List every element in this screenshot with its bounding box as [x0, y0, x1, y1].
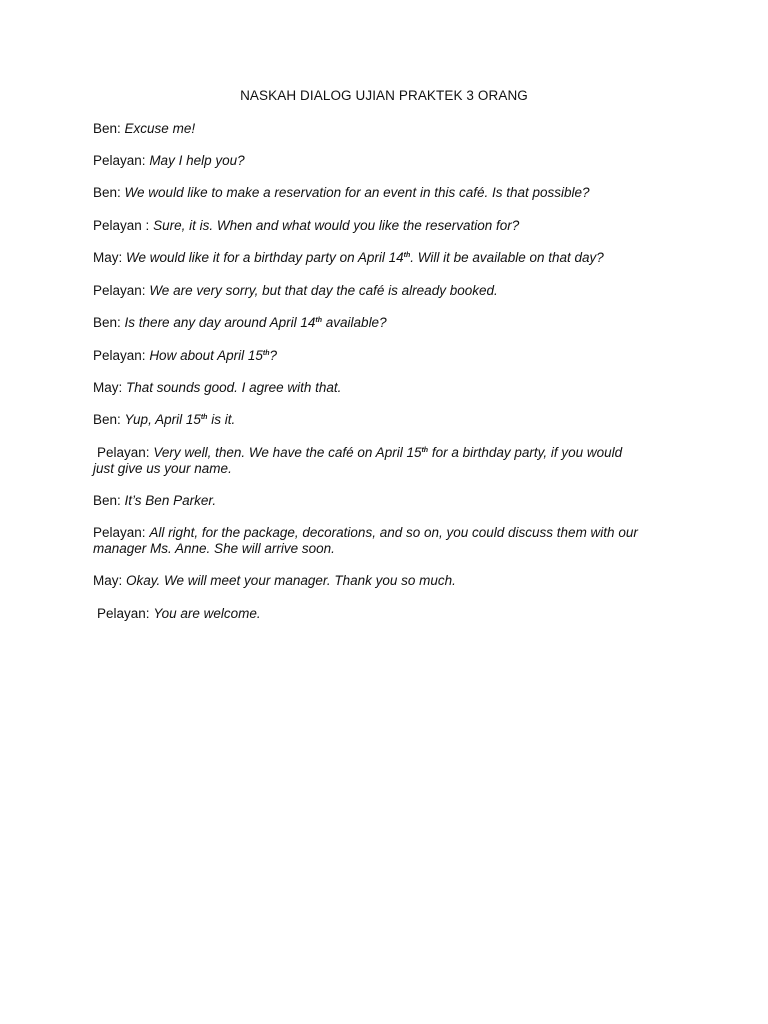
speaker-label: Ben: — [93, 185, 121, 200]
dialog-line — [93, 445, 672, 476]
speech-text: All right, for the package, decorations, and so on, you could discuss them with our manager Ms. Anne. She will arrive soon. — [93, 525, 668, 556]
dialog-line — [93, 380, 668, 396]
speaker-label: Pelayan : — [93, 218, 150, 233]
dialog-line — [93, 348, 668, 364]
ordinal-suffix: th — [403, 252, 411, 259]
speech-text: May I help you? — [149, 153, 245, 168]
dialog-line — [93, 493, 668, 509]
speech-continuation: manager Ms. Anne. She will arrive soon. — [93, 540, 335, 556]
speech-text: It’s Ben Parker. — [124, 493, 217, 508]
dialog-line — [93, 250, 668, 266]
speech-text: Is there any day around April 14th available? — [124, 315, 387, 330]
dialog-line — [97, 606, 672, 622]
speaker-label: Ben: — [93, 412, 121, 427]
speaker-label: Pelayan: — [97, 606, 150, 621]
speaker-label: Pelayan: — [93, 348, 146, 363]
speech-text: How about April 15th? — [149, 348, 278, 363]
dialog-line — [93, 573, 668, 589]
ordinal-suffix: th — [200, 414, 208, 421]
dialog-line — [93, 153, 668, 169]
speaker-label: Ben: — [93, 121, 121, 136]
speech-text: That sounds good. I agree with that. — [126, 380, 342, 395]
speech-continuation: just give us your name. — [93, 460, 232, 476]
speaker-label: Pelayan: — [93, 525, 146, 540]
dialog-line — [93, 283, 668, 299]
speech-text: We would like to make a reservation for an event in this café. Is that possible? — [124, 185, 590, 200]
speech-text: Okay. We will meet your manager. Thank you so much. — [126, 573, 456, 588]
speech-text: We would like it for a birthday party on April 14th. Will it be available on that day? — [126, 250, 604, 265]
speech-text: Excuse me! — [124, 121, 196, 136]
dialog-line — [93, 525, 668, 556]
speaker-label: May: — [93, 250, 123, 265]
dialog-line — [93, 185, 668, 201]
dialog-line — [93, 315, 668, 331]
ordinal-suffix: th — [315, 317, 323, 324]
speaker-label: Ben: — [93, 493, 121, 508]
ordinal-suffix: th — [421, 447, 429, 454]
dialog-line — [93, 121, 668, 137]
dialog-line — [93, 412, 668, 428]
speaker-label: Pelayan: — [97, 445, 150, 460]
document-title: NASKAH DIALOG UJIAN PRAKTEK 3 ORANG — [240, 88, 528, 103]
dialog-line — [93, 218, 668, 234]
speaker-label: Ben: — [93, 315, 121, 330]
speech-text: Yup, April 15th is it. — [124, 412, 236, 427]
speech-text: Very well, then. We have the café on April 15th for a birthday party, if you would just give us your name. — [97, 445, 672, 476]
speaker-label: Pelayan: — [93, 153, 146, 168]
speech-text: You are welcome. — [153, 606, 261, 621]
speaker-label: May: — [93, 380, 123, 395]
speech-text: Sure, it is. When and what would you like the reservation for? — [153, 218, 520, 233]
ordinal-suffix: th — [262, 350, 270, 357]
speaker-label: May: — [93, 573, 123, 588]
speech-text: We are very sorry, but that day the café is already booked. — [149, 283, 498, 298]
speaker-label: Pelayan: — [93, 283, 146, 298]
